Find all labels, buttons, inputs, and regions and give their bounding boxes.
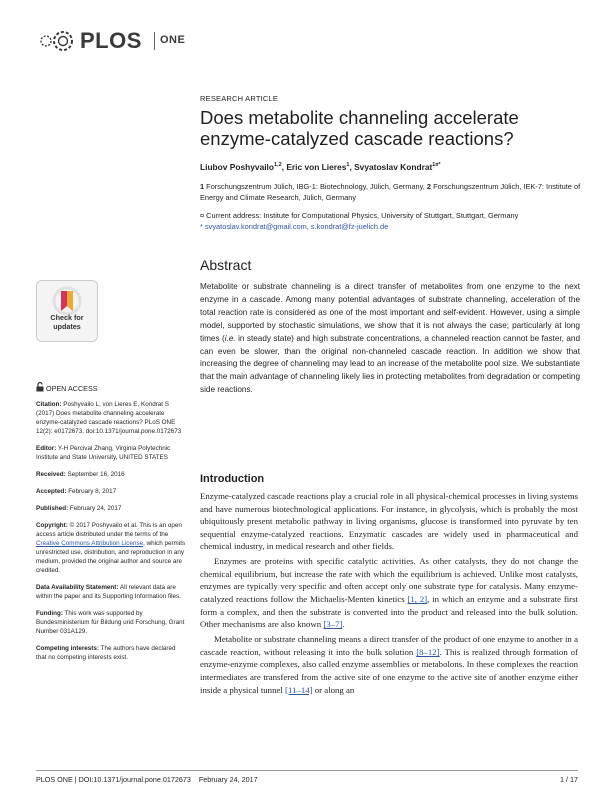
correspondence-symbol: * (200, 221, 203, 231)
article-type: RESEARCH ARTICLE (200, 94, 279, 103)
info-value: Y-H Percival Zhang, Virginia Polytechnic Institute and State University, UNITED STATES (36, 445, 171, 461)
author-separator: , (281, 162, 287, 172)
affiliation-number: 2 (426, 182, 432, 191)
info-value: This work was supported by Bundesministerium für Bildung und Forschung, Grant Number 031A129. (36, 610, 185, 635)
current-address-symbol: ¤ (200, 211, 205, 220)
info-value: September 16, 2016 (65, 471, 125, 478)
open-access-text: OPEN ACCESS (46, 384, 98, 393)
author-name[interactable]: Svyatoslav Kondrat (354, 162, 433, 172)
paragraph-text: Enzymes are proteins with specific catalytic activities. As other catalysts, they do not change the chemical equilibrium, but increase the rate with which the equilibrium is achieved. Unlike most catalysts, enzymes are typically very specific and often accept only one substrate type for catalysis. Many enzyme-catalyzed reactions follow the Michaelis-Menten kinetics (200, 556, 578, 605)
info-label: Citation: (36, 401, 62, 408)
author-notes (200, 211, 590, 232)
abstract-body (200, 281, 580, 397)
info-label: Funding: (36, 610, 63, 617)
author-name[interactable]: Liubov Poshyvailo (200, 162, 274, 172)
plos-one-logo (36, 26, 206, 56)
footer-divider (36, 770, 578, 771)
check-for-updates-label[interactable] (36, 314, 98, 331)
info-value: The authors have declared that no competing interests exist. (36, 645, 176, 661)
author-name[interactable]: Eric von Lieres (286, 162, 347, 172)
license-link[interactable]: Creative Commons Attribution License (36, 540, 144, 547)
info-label: Received: (36, 471, 66, 478)
abstract-text: in steady state) and high substrate concentrations, a channeled reaction cannot be faster, and can even be slower, than the original non-channeled cascade reaction. In addition we show that increasing the degree of channeling may lead to an increase of the metabolite pool size. We substantiate that the main advantage of channeling likely lies in protecting metabolites from degradation or competing side reactions. (200, 333, 581, 395)
citation-link[interactable]: [3–7] (323, 619, 343, 630)
open-access-label (36, 382, 98, 393)
citation-link[interactable]: [1, 2] (407, 594, 428, 605)
abstract-heading: Abstract (200, 257, 252, 273)
article-info-sidebar (36, 400, 186, 670)
info-value: © 2017 Poshyvailo et al. This is an open access article distributed under the terms of the (36, 522, 182, 538)
correspondence-note (200, 222, 590, 233)
open-lock-icon (36, 382, 44, 392)
introduction-body (200, 490, 578, 698)
competing-interests-info (36, 644, 186, 662)
info-value: Poshyvailo L, von Lieres E, Kondrat S (2017) Does metabolite channeling accelerate enzyme-catalyzed cascade reactions? PLoS ONE 12(2): e0172673. doi:10.1371/journal.pone.0172673 (36, 401, 182, 435)
paragraph: Enzyme-catalyzed cascade reactions play a crucial role in all physical-chemical processes in living systems and have numerous biotechnological applications. For instance, in glycolysis, which is probably the most ubiquitously present metabolic pathway in living organisms, glucose is transformed into pyruvate by ten sequential enzyme-catalyzed reactions. Enzymatic cascades are widely used in pharmaceutical and chemical industry, in medical research and other fields. (200, 491, 578, 552)
info-label: Published: (36, 505, 69, 512)
funding-info (36, 609, 186, 636)
logo-wordmark: PLOS (80, 28, 142, 53)
info-label: Copyright: (36, 522, 68, 529)
info-label: Competing interests: (36, 645, 99, 652)
affiliation-text: Forschungszentrum Jülich, IBG-1: Biotechnology, Jülich, Germany, (204, 182, 427, 191)
abstract-text-italic: i.e. (224, 333, 236, 343)
current-address-text: Current address: Institute for Computational Physics, University of Stuttgart, Stuttgart, Germany (204, 211, 519, 220)
badge-line: Check for (50, 313, 84, 322)
author-affiliation-mark: 1 (346, 162, 350, 169)
info-label: Accepted: (36, 488, 67, 495)
paragraph-text: Metabolite or substrate channeling means a direct transfer of the product of one enzyme to another in a cascade reaction, without releasing it into the bulk solution (200, 634, 578, 657)
copyright-info (36, 521, 186, 575)
citation-link[interactable]: [11–14] (285, 684, 313, 695)
paragraph-text: or along an (312, 684, 355, 695)
data-availability-info (36, 583, 186, 601)
citation-info (36, 400, 186, 436)
info-value: February 8, 2017 (66, 488, 117, 495)
current-address-note (200, 211, 590, 222)
info-value: , which permits unrestricted use, distribution, and reproduction in any medium, provided the original author and source are credited. (36, 540, 186, 574)
citation-link[interactable]: [8–12] (416, 646, 440, 657)
editor-info (36, 444, 186, 462)
footer-citation: PLOS ONE | DOI:10.1371/journal.pone.0172673 February 24, 2017 (36, 775, 258, 784)
paragraph-text: . This is realized through formation of enzyme-enzyme complexes, also called enzyme assemblies or metabolons. In these complexes the reaction intermediates are transfered from the active site of one enzyme to the active site of another enzyme either inside a physical tunnel (200, 646, 578, 695)
paragraph (200, 555, 578, 631)
author-separator: , (349, 162, 355, 172)
logo-journal: ONE (160, 34, 186, 46)
introduction-heading: Introduction (200, 473, 265, 485)
check-for-updates-badge[interactable] (36, 280, 98, 342)
affiliations (200, 182, 590, 203)
paragraph-text: . (342, 619, 345, 630)
article-title: Does metabolite channeling accelerate enzyme-catalyzed cascade reactions? (200, 107, 519, 149)
author-affiliation-mark: 1,2 (274, 162, 282, 169)
plos-logo-icon (36, 26, 76, 56)
info-value: February 24, 2017 (68, 505, 122, 512)
email-link[interactable]: svyatoslav.kondrat@gmail.com (204, 221, 307, 231)
author-affiliation-mark: 1¤* (432, 162, 441, 169)
author-list (200, 162, 441, 172)
badge-line: updates (53, 321, 81, 331)
published-info (36, 504, 186, 513)
email-link[interactable]: s.kondrat@fz-juelich.de (310, 221, 389, 231)
paragraph (200, 633, 578, 696)
affiliation-number: 1 (200, 182, 205, 191)
affiliation-text: Forschungszentrum Jülich, IEK-7: Institute of Energy and Climate Research, Jülich, Germany (200, 182, 581, 202)
info-label: Editor: (36, 445, 57, 452)
paragraph-text: , in which an enzyme and a substrate first form a complex, and then the substrate is converted into the product and released into the bulk solution. Other mechanisms are also known (200, 594, 578, 630)
received-info (36, 470, 186, 479)
info-label: Data Availability Statement: (36, 584, 119, 591)
page-number: 1 / 17 (560, 775, 578, 784)
email-separator: , (306, 221, 311, 231)
logo-divider (154, 32, 155, 50)
abstract-text: Metabolite or substrate channeling is a direct transfer of metabolites from one enzyme to the next enzyme in a cascade. Among many potential advantages of substrate channeling, acceleration of the total reaction rate is considered as one of the most important and self-evident. However, using a simple model, supported by stochastic simulations, we show that it is not always the case; particularly at long times ( (200, 282, 580, 343)
info-value: All relevant data are within the paper and its Supporting Information files. (36, 584, 181, 600)
accepted-info (36, 487, 186, 496)
